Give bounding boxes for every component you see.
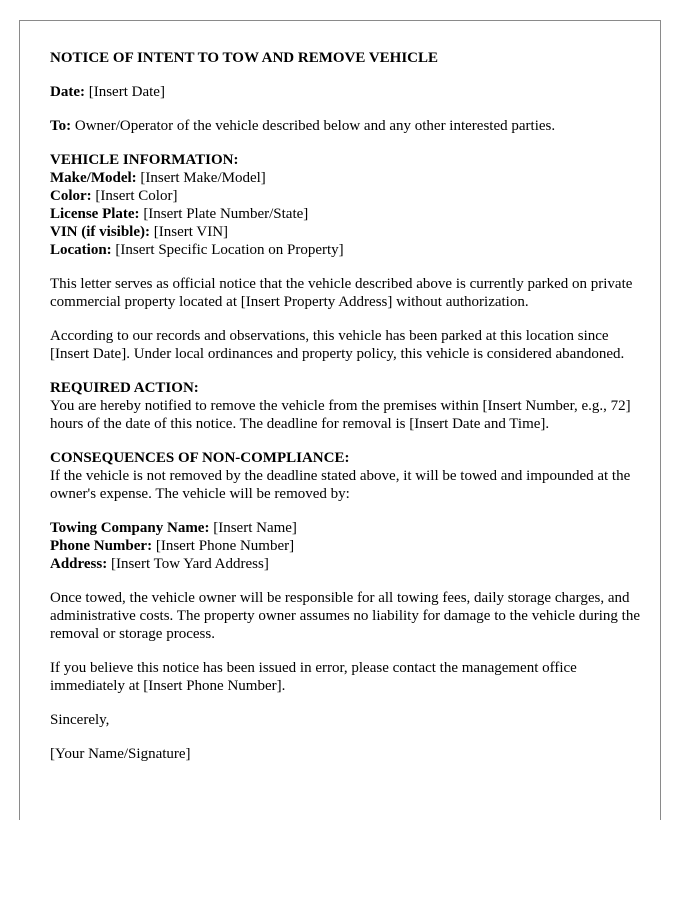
- to-value: Owner/Operator of the vehicle described below and any other interested parties.: [71, 118, 556, 134]
- date-value: [Insert Date]: [84, 84, 165, 100]
- tow-address-value: [Insert Tow Yard Address]: [107, 556, 269, 572]
- vehicle-information-section: [50, 151, 640, 259]
- make-model-value: [Insert Make/Model]: [136, 170, 266, 186]
- color-label: Color:: [50, 188, 92, 204]
- vin-line: [50, 223, 640, 241]
- towing-company-label: Towing Company Name:: [50, 520, 210, 536]
- consequences-heading: CONSEQUENCES OF NON-COMPLIANCE:: [50, 450, 350, 466]
- records-paragraph: According to our records and observations, this vehicle has been parked at this location since [Insert Date]. Under local ordinances and property policy, this vehicle is considered abandoned.: [50, 328, 625, 362]
- letter-page: [19, 20, 661, 820]
- document-title: NOTICE OF INTENT TO TOW AND REMOVE VEHICLE: [50, 50, 439, 66]
- required-action-text: You are hereby notified to remove the vehicle from the premises within [Insert Number, e.g., 72] hours of the date of this notice. The deadline for removal is [Insert Date and Time].: [50, 398, 631, 432]
- towing-company-value: [Insert Name]: [209, 520, 297, 536]
- color-value: [Insert Color]: [91, 188, 178, 204]
- vehicle-information-heading: VEHICLE INFORMATION:: [50, 152, 239, 168]
- phone-number-label: Phone Number:: [50, 538, 153, 554]
- notice-paragraph: This letter serves as official notice that the vehicle described above is currently parked on private commercial property located at [Insert Property Address] without authorization.: [50, 276, 633, 310]
- to-label: To:: [50, 118, 72, 134]
- date-line: [50, 83, 640, 101]
- phone-number-value: [Insert Phone Number]: [152, 538, 295, 554]
- make-model-line: [50, 169, 640, 187]
- tow-address-label: Address:: [50, 556, 108, 572]
- location-value: [Insert Specific Location on Property]: [111, 242, 344, 258]
- letter-content: [50, 49, 640, 779]
- towing-company-section: [50, 519, 640, 573]
- license-plate-line: [50, 205, 640, 223]
- vin-value: [Insert VIN]: [150, 224, 229, 240]
- date-label: Date:: [50, 84, 85, 100]
- license-plate-label: License Plate:: [50, 206, 140, 222]
- fees-paragraph: Once towed, the vehicle owner will be responsible for all towing fees, daily storage charges, and administrative costs. The property owner assumes no liability for damage to the vehicle during the removal or storage process.: [50, 590, 640, 642]
- consequences-text: If the vehicle is not removed by the deadline stated above, it will be towed and impounded at the owner's expense. The vehicle will be removed by:: [50, 468, 631, 502]
- to-line: [50, 117, 640, 135]
- location-line: [50, 241, 640, 259]
- make-model-label: Make/Model:: [50, 170, 137, 186]
- required-action-heading: REQUIRED ACTION:: [50, 380, 199, 396]
- consequences-section: [50, 449, 640, 503]
- color-line: [50, 187, 640, 205]
- vin-label: VIN (if visible):: [50, 224, 150, 240]
- closing-line: Sincerely,: [50, 712, 110, 728]
- towing-company-line: [50, 519, 640, 537]
- phone-number-line: [50, 537, 640, 555]
- tow-address-line: [50, 555, 640, 573]
- signature-line: [Your Name/Signature]: [50, 746, 191, 762]
- location-label: Location:: [50, 242, 112, 258]
- required-action-section: [50, 379, 640, 433]
- license-plate-value: [Insert Plate Number/State]: [139, 206, 309, 222]
- error-contact-paragraph: If you believe this notice has been issued in error, please contact the management office immediately at [Insert Phone Number].: [50, 660, 577, 694]
